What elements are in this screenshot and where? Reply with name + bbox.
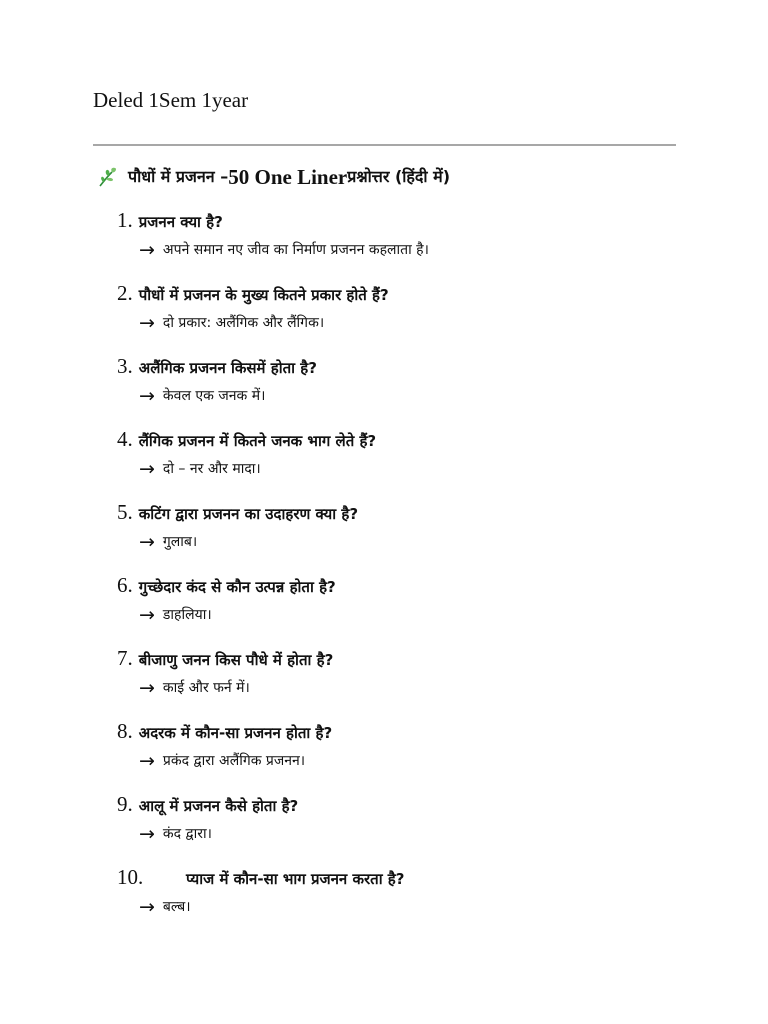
question-row: [117, 424, 717, 456]
question-row: [117, 278, 717, 310]
question-row: [117, 789, 717, 821]
right-arrow-icon: →: [139, 677, 155, 699]
question-text: लैंगिक प्रजनन में कितने जनक भाग लेते हैं?: [138, 432, 377, 450]
document-header: Deled 1Sem 1year: [93, 88, 249, 112]
right-arrow-icon: →: [139, 312, 155, 334]
document-title: [97, 164, 450, 190]
question-row: [117, 497, 717, 529]
answer-text: अपने समान नए जीव का निर्माण प्रजनन कहलाता है।: [162, 242, 429, 258]
right-arrow-icon: →: [139, 823, 155, 845]
right-arrow-icon: →: [139, 458, 155, 480]
question-number: 10.: [117, 865, 144, 889]
answer-text: दो प्रकार: अलैंगिक और लैंगिक।: [162, 315, 325, 331]
question-number: 4.: [117, 427, 133, 451]
list-item: [117, 278, 717, 351]
question-text: कटिंग द्वारा प्रजनन का उदाहरण क्या है?: [138, 505, 359, 523]
question-number: 3.: [117, 354, 133, 378]
list-item: [117, 789, 717, 862]
right-arrow-icon: →: [139, 531, 155, 553]
right-arrow-icon: →: [139, 750, 155, 772]
question-text: आलू में प्रजनन कैसे होता है?: [138, 797, 299, 815]
list-item: [117, 351, 717, 424]
list-item: [117, 643, 717, 716]
answer-text: प्रकंद द्वारा अलैंगिक प्रजनन।: [162, 753, 306, 769]
answer-row: [139, 822, 212, 846]
answer-text: गुलाब।: [162, 534, 198, 550]
question-number: 2.: [117, 281, 133, 305]
herb-leaf-icon: [97, 166, 119, 188]
right-arrow-icon: →: [139, 896, 155, 918]
answer-text: दो – नर और मादा।: [162, 461, 261, 477]
question-number: 1.: [117, 208, 133, 232]
answer-text: बल्ब।: [162, 899, 191, 915]
title-one-liner: 50 One Liner: [228, 165, 348, 189]
question-row: [117, 570, 717, 602]
question-number: 7.: [117, 646, 133, 670]
title-hindi-suffix: प्रश्नोत्तर (हिंदी में): [347, 167, 451, 186]
question-number: 5.: [117, 500, 133, 524]
right-arrow-icon: →: [139, 385, 155, 407]
answer-row: [139, 311, 324, 335]
answer-row: [139, 895, 191, 919]
list-item: [117, 862, 717, 935]
answer-row: [139, 603, 212, 627]
question-answer-list: [117, 205, 717, 935]
question-text: प्याज में कौन-सा भाग प्रजनन करता है?: [186, 870, 405, 888]
right-arrow-icon: →: [139, 239, 155, 261]
question-row: [117, 716, 717, 748]
answer-text: काई और फर्न में।: [162, 680, 250, 696]
question-text: गुच्छेदार कंद से कौन उत्पन्न होता है?: [138, 578, 336, 596]
question-text: अदरक में कौन-सा प्रजनन होता है?: [138, 724, 333, 742]
title-hindi-prefix: पौधों में प्रजनन –: [128, 167, 229, 186]
header-divider: [93, 144, 676, 146]
answer-row: [139, 530, 197, 554]
question-row: [117, 205, 717, 237]
question-number: 9.: [117, 792, 133, 816]
list-item: [117, 424, 717, 497]
question-text: बीजाणु जनन किस पौधे में होता है?: [138, 651, 334, 669]
question-number: 8.: [117, 719, 133, 743]
list-item: [117, 205, 717, 278]
question-row: [117, 862, 717, 894]
question-number: 6.: [117, 573, 133, 597]
question-text: अलैंगिक प्रजनन किसमें होता है?: [138, 359, 317, 377]
answer-text: केवल एक जनक में।: [162, 388, 266, 404]
question-text: प्रजनन क्या है?: [138, 213, 223, 231]
answer-text: कंद द्वारा।: [162, 826, 212, 842]
answer-row: [139, 238, 429, 262]
answer-row: [139, 676, 250, 700]
list-item: [117, 497, 717, 570]
answer-row: [139, 457, 261, 481]
list-item: [117, 570, 717, 643]
right-arrow-icon: →: [139, 604, 155, 626]
answer-text: डाहलिया।: [162, 607, 212, 623]
answer-row: [139, 749, 305, 773]
question-row: [117, 643, 717, 675]
question-text: पौधों में प्रजनन के मुख्य कितने प्रकार होते हैं?: [138, 286, 389, 304]
answer-row: [139, 384, 265, 408]
list-item: [117, 716, 717, 789]
question-row: [117, 351, 717, 383]
